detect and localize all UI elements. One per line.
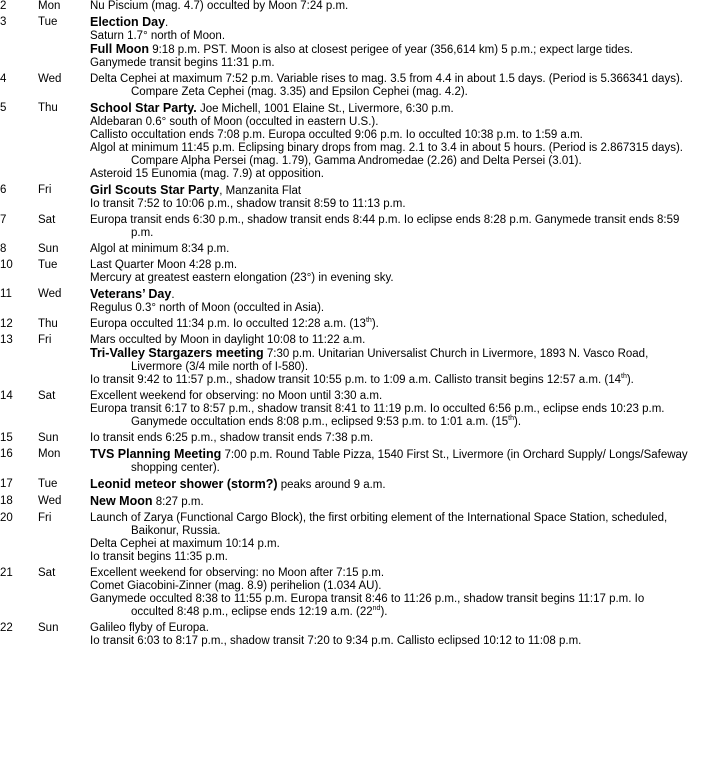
event-entry <box>90 635 690 648</box>
event-list <box>90 73 690 99</box>
event-entry <box>90 403 690 429</box>
event-text: ). <box>514 416 522 428</box>
day-of-week: Sat <box>38 214 56 226</box>
event-entry <box>90 214 690 240</box>
event-entry <box>90 580 690 593</box>
ordinal-suffix: th <box>621 373 627 381</box>
event-title: Full Moon <box>90 42 150 56</box>
event-entry <box>90 538 690 551</box>
day-of-week: Fri <box>38 512 52 524</box>
day-of-week: Wed <box>38 495 62 507</box>
day-of-week: Mon <box>38 448 61 460</box>
event-text: . <box>165 17 169 29</box>
event-title: TVS Planning Meeting <box>90 447 222 461</box>
event-entry <box>90 0 690 13</box>
calendar-row <box>0 73 720 99</box>
event-text: ). <box>626 374 634 386</box>
event-entry <box>90 102 690 116</box>
event-entry <box>90 495 690 509</box>
calendar-row <box>0 259 720 285</box>
day-number: 15 <box>0 432 13 444</box>
event-text: Launch of Zarya (Functional Cargo Block), the first orbiting element of the International Space Station, scheduled, Baikonur, Russia. <box>90 512 668 537</box>
calendar-row <box>0 567 720 619</box>
day-number: 17 <box>0 478 13 490</box>
event-text: 7:00 p.m. Round Table Pizza, 1540 First St., Livermore (in Orchard Supply/ Longs/Safeway shopping center). <box>131 449 688 474</box>
event-text: Io transit ends 6:25 p.m., shadow transit ends 7:38 p.m. <box>90 432 374 444</box>
event-text: Algol at minimum 11:45 p.m. Eclipsing binary drops from mag. 2.1 to 3.4 in about 5 hours. (Period is 2.867315 days). Compare Alpha Persei (mag. 1.79), Gamma Andromedae (2.26) and Delta Persei (3.01). <box>90 142 683 167</box>
event-title: Election Day <box>90 15 166 29</box>
calendar-row <box>0 102 720 181</box>
day-number: 21 <box>0 567 13 579</box>
event-text: Aldebaran 0.6° south of Moon (occulted in eastern U.S.). <box>90 116 379 128</box>
event-entry <box>90 259 690 272</box>
event-text: Last Quarter Moon 4:28 p.m. <box>90 259 238 271</box>
day-number: 20 <box>0 512 13 524</box>
event-entry <box>90 43 690 57</box>
event-entry <box>90 478 690 492</box>
event-entry <box>90 318 690 331</box>
event-list <box>90 448 690 475</box>
event-text: Callisto occultation ends 7:08 p.m. Europa occulted 9:06 p.m. Io occulted 10:38 p.m. to 1:59 a.m. <box>90 129 583 141</box>
event-text: Europa occulted 11:34 p.m. Io occulted 12:28 a.m. (13 <box>90 318 366 330</box>
day-of-week: Thu <box>38 318 58 330</box>
event-list <box>90 16 690 70</box>
event-text: Europa transit 6:17 to 8:57 p.m., shadow transit 8:41 to 11:19 p.m. Io occulted 6:56 p.m., eclipse ends 10:23 p.m. Ganymede occultation ends 8:08 p.m., eclipsed 9:53 p.m. to 1:01 a.m. (15 <box>90 403 665 428</box>
day-number: 4 <box>0 73 7 85</box>
day-number: 5 <box>0 102 7 114</box>
event-text: ). <box>380 606 388 618</box>
calendar-row <box>0 318 720 331</box>
event-entry <box>90 551 690 564</box>
event-text: 8:27 p.m. <box>152 496 204 508</box>
calendar-row <box>0 243 720 256</box>
event-entry <box>90 512 690 538</box>
event-entry <box>90 374 690 387</box>
event-text: Excellent weekend for observing: no Moon after 7:15 p.m. <box>90 567 385 579</box>
event-entry <box>90 168 690 181</box>
ordinal-suffix: th <box>508 415 515 423</box>
event-entry <box>90 593 690 619</box>
calendar-row <box>0 334 720 387</box>
day-number: 2 <box>0 0 7 12</box>
event-entry <box>90 432 690 445</box>
day-of-week: Sat <box>38 390 56 402</box>
calendar-row <box>0 495 720 509</box>
event-entry <box>90 73 690 99</box>
event-list <box>90 214 690 240</box>
event-text: Ganymede transit begins 11:31 p.m. <box>90 57 275 69</box>
event-entry <box>90 198 690 211</box>
event-text: Regulus 0.3° north of Moon (occulted in Asia). <box>90 302 325 314</box>
event-title: New Moon <box>90 494 153 508</box>
event-text: Mercury at greatest eastern elongation (23°) in evening sky. <box>90 272 394 284</box>
day-number: 12 <box>0 318 13 330</box>
event-entry <box>90 16 690 30</box>
day-number: 11 <box>0 288 12 300</box>
day-of-week: Tue <box>38 16 58 28</box>
event-text: Nu Piscium (mag. 4.7) occulted by Moon 7:24 p.m. <box>90 0 349 12</box>
day-of-week: Thu <box>38 102 58 114</box>
day-of-week: Sun <box>38 432 59 444</box>
event-text: Saturn 1.7° north of Moon. <box>90 30 226 42</box>
event-text: peaks around 9 a.m. <box>277 479 386 491</box>
event-entry <box>90 272 690 285</box>
day-number: 8 <box>0 243 7 255</box>
event-entry <box>90 243 690 256</box>
day-number: 22 <box>0 622 13 634</box>
event-text: Algol at minimum 8:34 p.m. <box>90 243 230 255</box>
event-text: Io transit begins 11:35 p.m. <box>90 551 228 563</box>
event-title: Leonid meteor shower (storm?) <box>90 477 278 491</box>
event-list <box>90 184 690 211</box>
calendar-row <box>0 478 720 492</box>
day-number: 18 <box>0 495 13 507</box>
ordinal-suffix: th <box>365 317 372 325</box>
event-list <box>90 318 690 331</box>
event-text: Delta Cephei at maximum 10:14 p.m. <box>90 538 280 550</box>
event-text: Joe Michell, 1001 Elaine St., Livermore, 6:30 p.m. <box>196 103 454 115</box>
event-text: Io transit 7:52 to 10:06 p.m., shadow transit 8:59 to 11:13 p.m. <box>90 198 406 210</box>
event-title: School Star Party. <box>90 101 197 115</box>
event-entry <box>90 142 690 168</box>
event-list <box>90 567 690 619</box>
event-entry <box>90 116 690 129</box>
day-of-week: Sun <box>38 622 59 634</box>
day-of-week: Wed <box>38 73 62 85</box>
day-number: 6 <box>0 184 7 196</box>
event-text: Asteroid 15 Eunomia (mag. 7.9) at opposition. <box>90 168 324 180</box>
event-list <box>90 622 690 648</box>
calendar-row <box>0 184 720 211</box>
calendar-row <box>0 448 720 475</box>
event-list <box>90 0 690 13</box>
event-text: Delta Cephei at maximum 7:52 p.m. Variable rises to mag. 3.5 from 4.4 in about 1.5 days. (Period is 5.366341 days). Compare Zeta Cephei (mag. 3.35) and Epsilon Cephei (mag. 4.2). <box>90 73 683 98</box>
calendar-row <box>0 432 720 445</box>
event-text: 7:30 p.m. Unitarian Universalist Church in Livermore, 1893 N. Vasco Road, Livermore (3/4 mile north of I-580). <box>131 348 649 373</box>
day-number: 7 <box>0 214 7 226</box>
event-list <box>90 512 690 564</box>
day-of-week: Fri <box>38 184 52 196</box>
day-of-week: Tue <box>38 259 58 271</box>
day-number: 13 <box>0 334 13 346</box>
day-number: 10 <box>0 259 13 271</box>
day-number: 16 <box>0 448 13 460</box>
day-of-week: Sat <box>38 567 56 579</box>
day-of-week: Fri <box>38 334 52 346</box>
event-entry <box>90 390 690 403</box>
event-list <box>90 259 690 285</box>
event-text: Galileo flyby of Europa. <box>90 622 209 634</box>
calendar-row <box>0 622 720 648</box>
event-text: Io transit 9:42 to 11:57 p.m., shadow transit 10:55 p.m. to 1:09 a.m. Callisto transit begins 12:57 a.m. (14 <box>90 374 621 386</box>
event-text: 9:18 p.m. PST. Moon is also at closest perigee of year (356,614 km) 5 p.m.; expect large tides. <box>149 44 633 56</box>
calendar-row <box>0 512 720 564</box>
event-entry <box>90 347 690 374</box>
event-entry <box>90 448 690 475</box>
event-list <box>90 495 690 509</box>
event-list <box>90 102 690 181</box>
event-list <box>90 390 690 429</box>
event-text: Mars occulted by Moon in daylight 10:08 to 11:22 a.m. <box>90 334 366 346</box>
event-title: Tri-Valley Stargazers meeting <box>90 346 264 360</box>
event-entry <box>90 302 690 315</box>
calendar-row <box>0 288 720 315</box>
event-text: Comet Giacobini-Zinner (mag. 8.9) perihelion (1.034 AU). <box>90 580 382 592</box>
day-of-week: Tue <box>38 478 58 490</box>
day-of-week: Mon <box>38 0 61 12</box>
event-title: Girl Scouts Star Party <box>90 183 220 197</box>
calendar-row <box>0 214 720 240</box>
event-entry <box>90 622 690 635</box>
event-text: , Manzanita Flat <box>219 185 302 197</box>
ordinal-suffix: nd <box>372 605 381 613</box>
day-number: 3 <box>0 16 7 28</box>
event-entry <box>90 129 690 142</box>
event-list <box>90 478 690 492</box>
event-entry <box>90 57 690 70</box>
event-text: ). <box>371 318 379 330</box>
calendar-row <box>0 390 720 429</box>
day-of-week: Sun <box>38 243 59 255</box>
event-list <box>90 334 690 387</box>
event-entry <box>90 30 690 43</box>
event-text: Ganymede occulted 8:38 to 11:55 p.m. Europa transit 8:46 to 11:26 p.m., shadow transit begins 11:17 p.m. Io occulted 8:48 p.m., eclipse ends 12:19 a.m. (22 <box>90 593 645 618</box>
calendar-row <box>0 16 720 70</box>
event-entry <box>90 288 690 302</box>
day-of-week: Wed <box>38 288 62 300</box>
calendar-row <box>0 0 720 13</box>
event-text: Excellent weekend for observing: no Moon until 3:30 a.m. <box>90 390 383 402</box>
event-text: Io transit 6:03 to 8:17 p.m., shadow transit 7:20 to 9:34 p.m. Callisto eclipsed 10:12 to 11:08 p.m. <box>90 635 582 647</box>
event-list <box>90 288 690 315</box>
event-list <box>90 243 690 256</box>
event-entry <box>90 567 690 580</box>
event-title: Veterans’ Day <box>90 287 172 301</box>
event-entry <box>90 184 690 198</box>
event-text: Europa transit ends 6:30 p.m., shadow transit ends 8:44 p.m. Io eclipse ends 8:28 p.m. Ganymede transit ends 8:59 p.m. <box>90 214 680 239</box>
event-list <box>90 432 690 445</box>
day-number: 14 <box>0 390 13 402</box>
event-text: . <box>171 289 175 301</box>
